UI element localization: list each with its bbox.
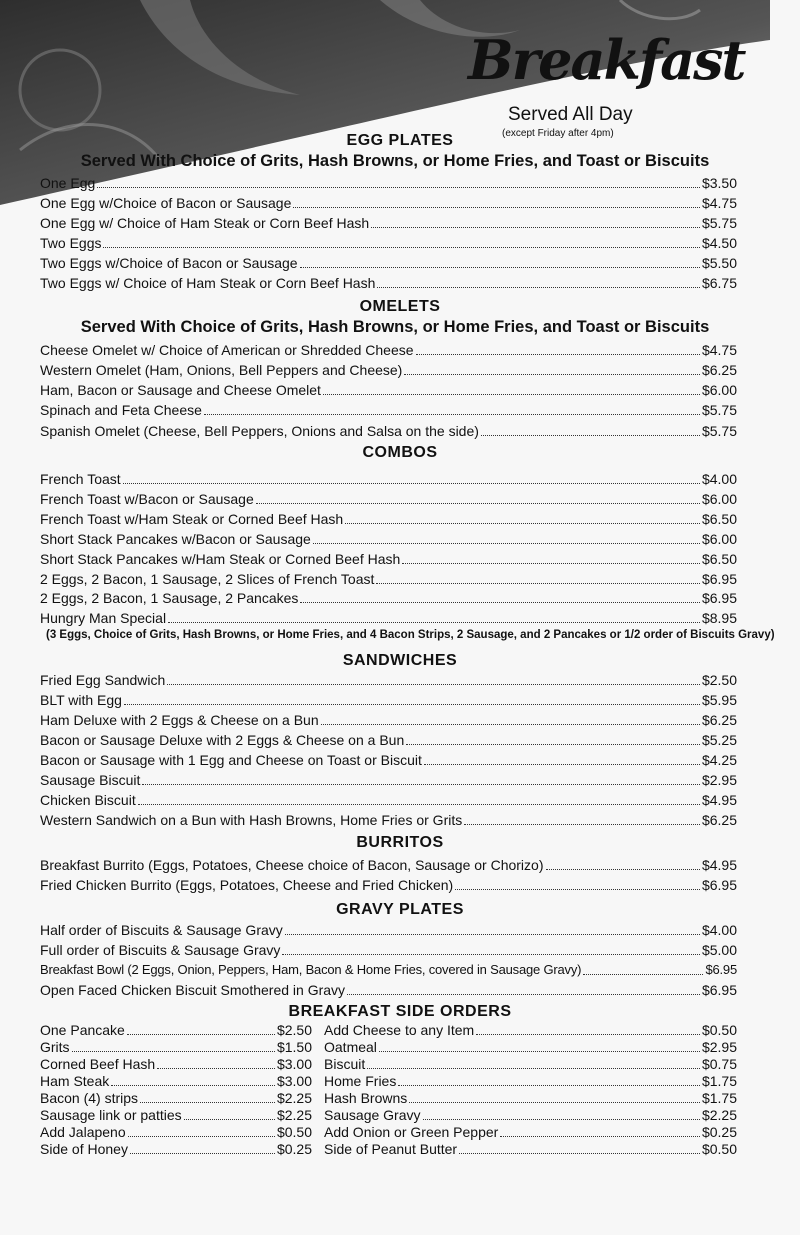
menu-item (40, 568, 737, 588)
hungry-man-note: (3 Eggs, Choice of Grits, Hash Browns, or Home Fries, and 4 Bacon Strips, 2 Sausage, and 2 Pancakes or 1/2 order of Biscuits Gravy) (46, 629, 775, 641)
menu-item (40, 749, 737, 769)
menu-item (40, 959, 737, 979)
item-name: Sausage Biscuit (40, 772, 141, 788)
item-price: $6.75 (701, 275, 737, 291)
item-name: Sausage link or patties (40, 1107, 182, 1123)
item-name: 2 Eggs, 2 Bacon, 1 Sausage, 2 Slices of French Toast (40, 571, 375, 587)
dot-leader (128, 1136, 275, 1137)
item-price: $1.75 (701, 1073, 737, 1089)
item-name: Side of Peanut Butter (324, 1141, 458, 1157)
side-item (40, 1139, 312, 1158)
item-name: Full order of Biscuits & Sausage Gravy (40, 942, 281, 958)
dot-leader (398, 1085, 700, 1086)
item-name: Biscuit (324, 1056, 366, 1072)
item-price: $4.00 (701, 922, 737, 938)
item-price: $0.50 (276, 1124, 312, 1140)
dot-leader (404, 374, 700, 375)
dot-leader (345, 523, 700, 524)
item-name: Breakfast Burrito (Eggs, Potatoes, Cheese choice of Bacon, Sausage or Chorizo) (40, 857, 544, 873)
item-name: Add Onion or Green Pepper (324, 1124, 499, 1140)
dot-leader (111, 1085, 275, 1086)
item-price: $1.50 (276, 1039, 312, 1055)
menu-item (40, 874, 737, 894)
item-price: $6.95 (701, 571, 737, 587)
item-price: $0.25 (701, 1124, 737, 1140)
section-title-gravy-plates: GRAVY PLATES (336, 901, 464, 918)
item-price: $6.00 (701, 382, 737, 398)
item-name: Hungry Man Special (40, 610, 167, 626)
item-price: $2.95 (701, 772, 737, 788)
item-price: $2.50 (276, 1022, 312, 1038)
dot-leader (282, 954, 700, 955)
except-note: (except Friday after 4pm) (502, 128, 614, 139)
dot-leader (313, 543, 700, 544)
item-price: $5.50 (701, 255, 737, 271)
item-price: $5.75 (701, 215, 737, 231)
section-title-sandwiches: SANDWICHES (342, 652, 458, 669)
item-name: Bacon (4) strips (40, 1090, 139, 1106)
menu-item (40, 769, 737, 789)
section-title-omelets: OMELETS (359, 298, 441, 315)
dot-leader (459, 1153, 700, 1154)
dot-leader (416, 354, 700, 355)
section-subtitle-egg-plates: Served With Choice of Grits, Hash Browns, or Home Fries, and Toast or Biscuits (80, 152, 710, 170)
item-price: $6.95 (701, 590, 737, 606)
item-name: Fried Chicken Burrito (Eggs, Potatoes, Cheese and Fried Chicken) (40, 877, 454, 893)
item-price: $4.95 (701, 792, 737, 808)
item-name: Add Cheese to any Item (324, 1022, 475, 1038)
dot-leader (256, 503, 700, 504)
dot-leader (127, 1034, 275, 1035)
dot-leader (464, 824, 700, 825)
menu-item (40, 528, 737, 548)
dot-leader (500, 1136, 700, 1137)
menu-item (40, 468, 737, 488)
menu-item (40, 939, 737, 959)
item-name: French Toast (40, 471, 121, 487)
item-price: $5.75 (701, 402, 737, 418)
item-name: Cheese Omelet w/ Choice of American or Shredded Cheese (40, 342, 414, 358)
section-title-side-orders: BREAKFAST SIDE ORDERS (288, 1003, 512, 1020)
item-price: $1.75 (701, 1090, 737, 1106)
item-name: Add Jalapeno (40, 1124, 126, 1140)
dot-leader (142, 784, 700, 785)
item-name: Side of Honey (40, 1141, 128, 1157)
item-price: $5.75 (701, 423, 737, 439)
item-name: Open Faced Chicken Biscuit Smothered in Gravy (40, 982, 346, 998)
section-title-burritos: BURRITOS (356, 834, 444, 851)
item-name: Corned Beef Hash (40, 1056, 156, 1072)
dot-leader (546, 869, 700, 870)
item-price: $0.50 (701, 1141, 737, 1157)
item-price: $3.00 (276, 1073, 312, 1089)
dot-leader (72, 1051, 275, 1052)
menu-item (40, 919, 737, 939)
item-price: $6.25 (701, 712, 737, 728)
item-name: Home Fries (324, 1073, 397, 1089)
item-price: $6.50 (701, 551, 737, 567)
item-name: Spinach and Feta Cheese (40, 402, 202, 418)
item-name: Chicken Biscuit (40, 792, 136, 808)
item-name: One Egg (40, 175, 96, 191)
item-price: $0.75 (701, 1056, 737, 1072)
menu-item (40, 488, 737, 508)
item-price: $6.95 (701, 982, 737, 998)
dot-leader (371, 227, 700, 228)
dot-leader (376, 583, 700, 584)
dot-leader (103, 247, 699, 248)
menu-item (40, 212, 737, 232)
dot-leader (367, 1068, 700, 1069)
item-name: Ham Deluxe with 2 Eggs & Cheese on a Bun (40, 712, 319, 728)
item-name: Grits (40, 1039, 70, 1055)
item-name: One Egg w/Choice of Bacon or Sausage (40, 195, 292, 211)
item-price: $6.25 (701, 362, 737, 378)
item-name: Bacon or Sausage Deluxe with 2 Eggs & Cheese on a Bun (40, 732, 405, 748)
dot-leader (423, 1119, 700, 1120)
item-name: BLT with Egg (40, 692, 122, 708)
item-name: 2 Eggs, 2 Bacon, 1 Sausage, 2 Pancakes (40, 590, 299, 606)
item-name: Bacon or Sausage with 1 Egg and Cheese on Toast or Biscuit (40, 752, 422, 768)
item-name: Fried Egg Sandwich (40, 672, 166, 688)
item-name: Short Stack Pancakes w/Bacon or Sausage (40, 531, 311, 547)
item-price: $0.50 (701, 1022, 737, 1038)
menu-item (40, 339, 737, 359)
item-price: $6.95 (701, 877, 737, 893)
menu-item (40, 669, 737, 689)
item-name: Two Eggs w/Choice of Bacon or Sausage (40, 255, 298, 271)
menu-item (40, 809, 737, 829)
menu-title: Breakfast (468, 28, 745, 92)
dot-leader (204, 414, 700, 415)
item-price: $3.50 (701, 175, 737, 191)
item-price: $5.95 (701, 692, 737, 708)
item-price: $4.00 (701, 471, 737, 487)
item-name: One Pancake (40, 1022, 125, 1038)
item-price: $6.50 (701, 511, 737, 527)
item-price: $5.00 (701, 942, 737, 958)
item-name: Hash Browns (324, 1090, 408, 1106)
item-name: Western Omelet (Ham, Onions, Bell Peppers and Cheese) (40, 362, 403, 378)
dot-leader (424, 764, 700, 765)
item-price: $6.95 (705, 962, 737, 977)
dot-leader (124, 704, 700, 705)
section-subtitle-omelets: Served With Choice of Grits, Hash Browns, or Home Fries, and Toast or Biscuits (80, 318, 710, 336)
menu-item (40, 607, 737, 627)
menu-item (40, 709, 737, 729)
dot-leader (97, 187, 700, 188)
menu-item (40, 587, 737, 607)
item-price: $2.25 (276, 1107, 312, 1123)
item-name: Ham Steak (40, 1073, 110, 1089)
item-name: French Toast w/Ham Steak or Corned Beef Hash (40, 511, 344, 527)
item-price: $4.75 (701, 342, 737, 358)
menu-item (40, 399, 737, 419)
menu-item (40, 548, 737, 568)
item-price: $2.50 (701, 672, 737, 688)
item-name: Two Eggs (40, 235, 102, 251)
menu-item (40, 252, 737, 272)
item-name: Short Stack Pancakes w/Ham Steak or Corned Beef Hash (40, 551, 401, 567)
dot-leader (168, 622, 700, 623)
item-name: Ham, Bacon or Sausage and Cheese Omelet (40, 382, 321, 398)
section-title-egg-plates: EGG PLATES (346, 132, 454, 149)
item-price: $6.00 (701, 531, 737, 547)
dot-leader (402, 563, 700, 564)
dot-leader (406, 744, 700, 745)
item-price: $4.95 (701, 857, 737, 873)
dot-leader (583, 974, 703, 975)
item-name: One Egg w/ Choice of Ham Steak or Corn Beef Hash (40, 215, 370, 231)
menu-item (40, 172, 737, 192)
item-name: Oatmeal (324, 1039, 377, 1055)
menu-item (40, 359, 737, 379)
dot-leader (476, 1034, 700, 1035)
item-name: Half order of Biscuits & Sausage Gravy (40, 922, 283, 938)
menu-item (40, 789, 737, 809)
item-price: $5.25 (701, 732, 737, 748)
dot-leader (300, 602, 700, 603)
item-name: Spanish Omelet (Cheese, Bell Peppers, Onions and Salsa on the side) (40, 423, 479, 439)
item-name: Sausage Gravy (324, 1107, 421, 1123)
menu-item (40, 272, 737, 292)
item-price: $4.75 (701, 195, 737, 211)
dot-leader (323, 394, 700, 395)
item-price: $2.25 (701, 1107, 737, 1123)
item-name: Western Sandwich on a Bun with Hash Browns, Home Fries or Grits (40, 812, 463, 828)
dot-leader (377, 287, 700, 288)
menu-item (40, 854, 737, 874)
dot-leader (293, 207, 700, 208)
dot-leader (167, 684, 700, 685)
dot-leader (379, 1051, 700, 1052)
dot-leader (321, 724, 700, 725)
dot-leader (184, 1119, 275, 1120)
section-title-combos: COMBOS (362, 444, 438, 461)
menu-item (40, 420, 737, 440)
dot-leader (138, 804, 700, 805)
dot-leader (455, 889, 700, 890)
item-price: $0.25 (276, 1141, 312, 1157)
menu-item (40, 508, 737, 528)
dot-leader (347, 994, 700, 995)
menu-item (40, 729, 737, 749)
dot-leader (481, 435, 700, 436)
item-price: $4.50 (701, 235, 737, 251)
item-price: $2.25 (276, 1090, 312, 1106)
menu-item (40, 232, 737, 252)
item-name: Two Eggs w/ Choice of Ham Steak or Corn Beef Hash (40, 275, 376, 291)
item-price: $6.25 (701, 812, 737, 828)
dot-leader (140, 1102, 275, 1103)
item-name: French Toast w/Bacon or Sausage (40, 491, 254, 507)
dot-leader (123, 483, 700, 484)
served-all-day: Served All Day (508, 104, 633, 125)
menu-item (40, 689, 737, 709)
item-price: $4.25 (701, 752, 737, 768)
dot-leader (130, 1153, 275, 1154)
item-price: $8.95 (701, 610, 737, 626)
menu-item (40, 379, 737, 399)
dot-leader (409, 1102, 700, 1103)
side-item (324, 1139, 737, 1158)
dot-leader (300, 267, 700, 268)
menu-item (40, 979, 737, 999)
item-price: $2.95 (701, 1039, 737, 1055)
item-name: Breakfast Bowl (2 Eggs, Onion, Peppers, Ham, Bacon & Home Fries, covered in Sausage Gravy) (40, 962, 582, 977)
dot-leader (285, 934, 700, 935)
item-price: $6.00 (701, 491, 737, 507)
dot-leader (157, 1068, 275, 1069)
item-price: $3.00 (276, 1056, 312, 1072)
menu-item (40, 192, 737, 212)
